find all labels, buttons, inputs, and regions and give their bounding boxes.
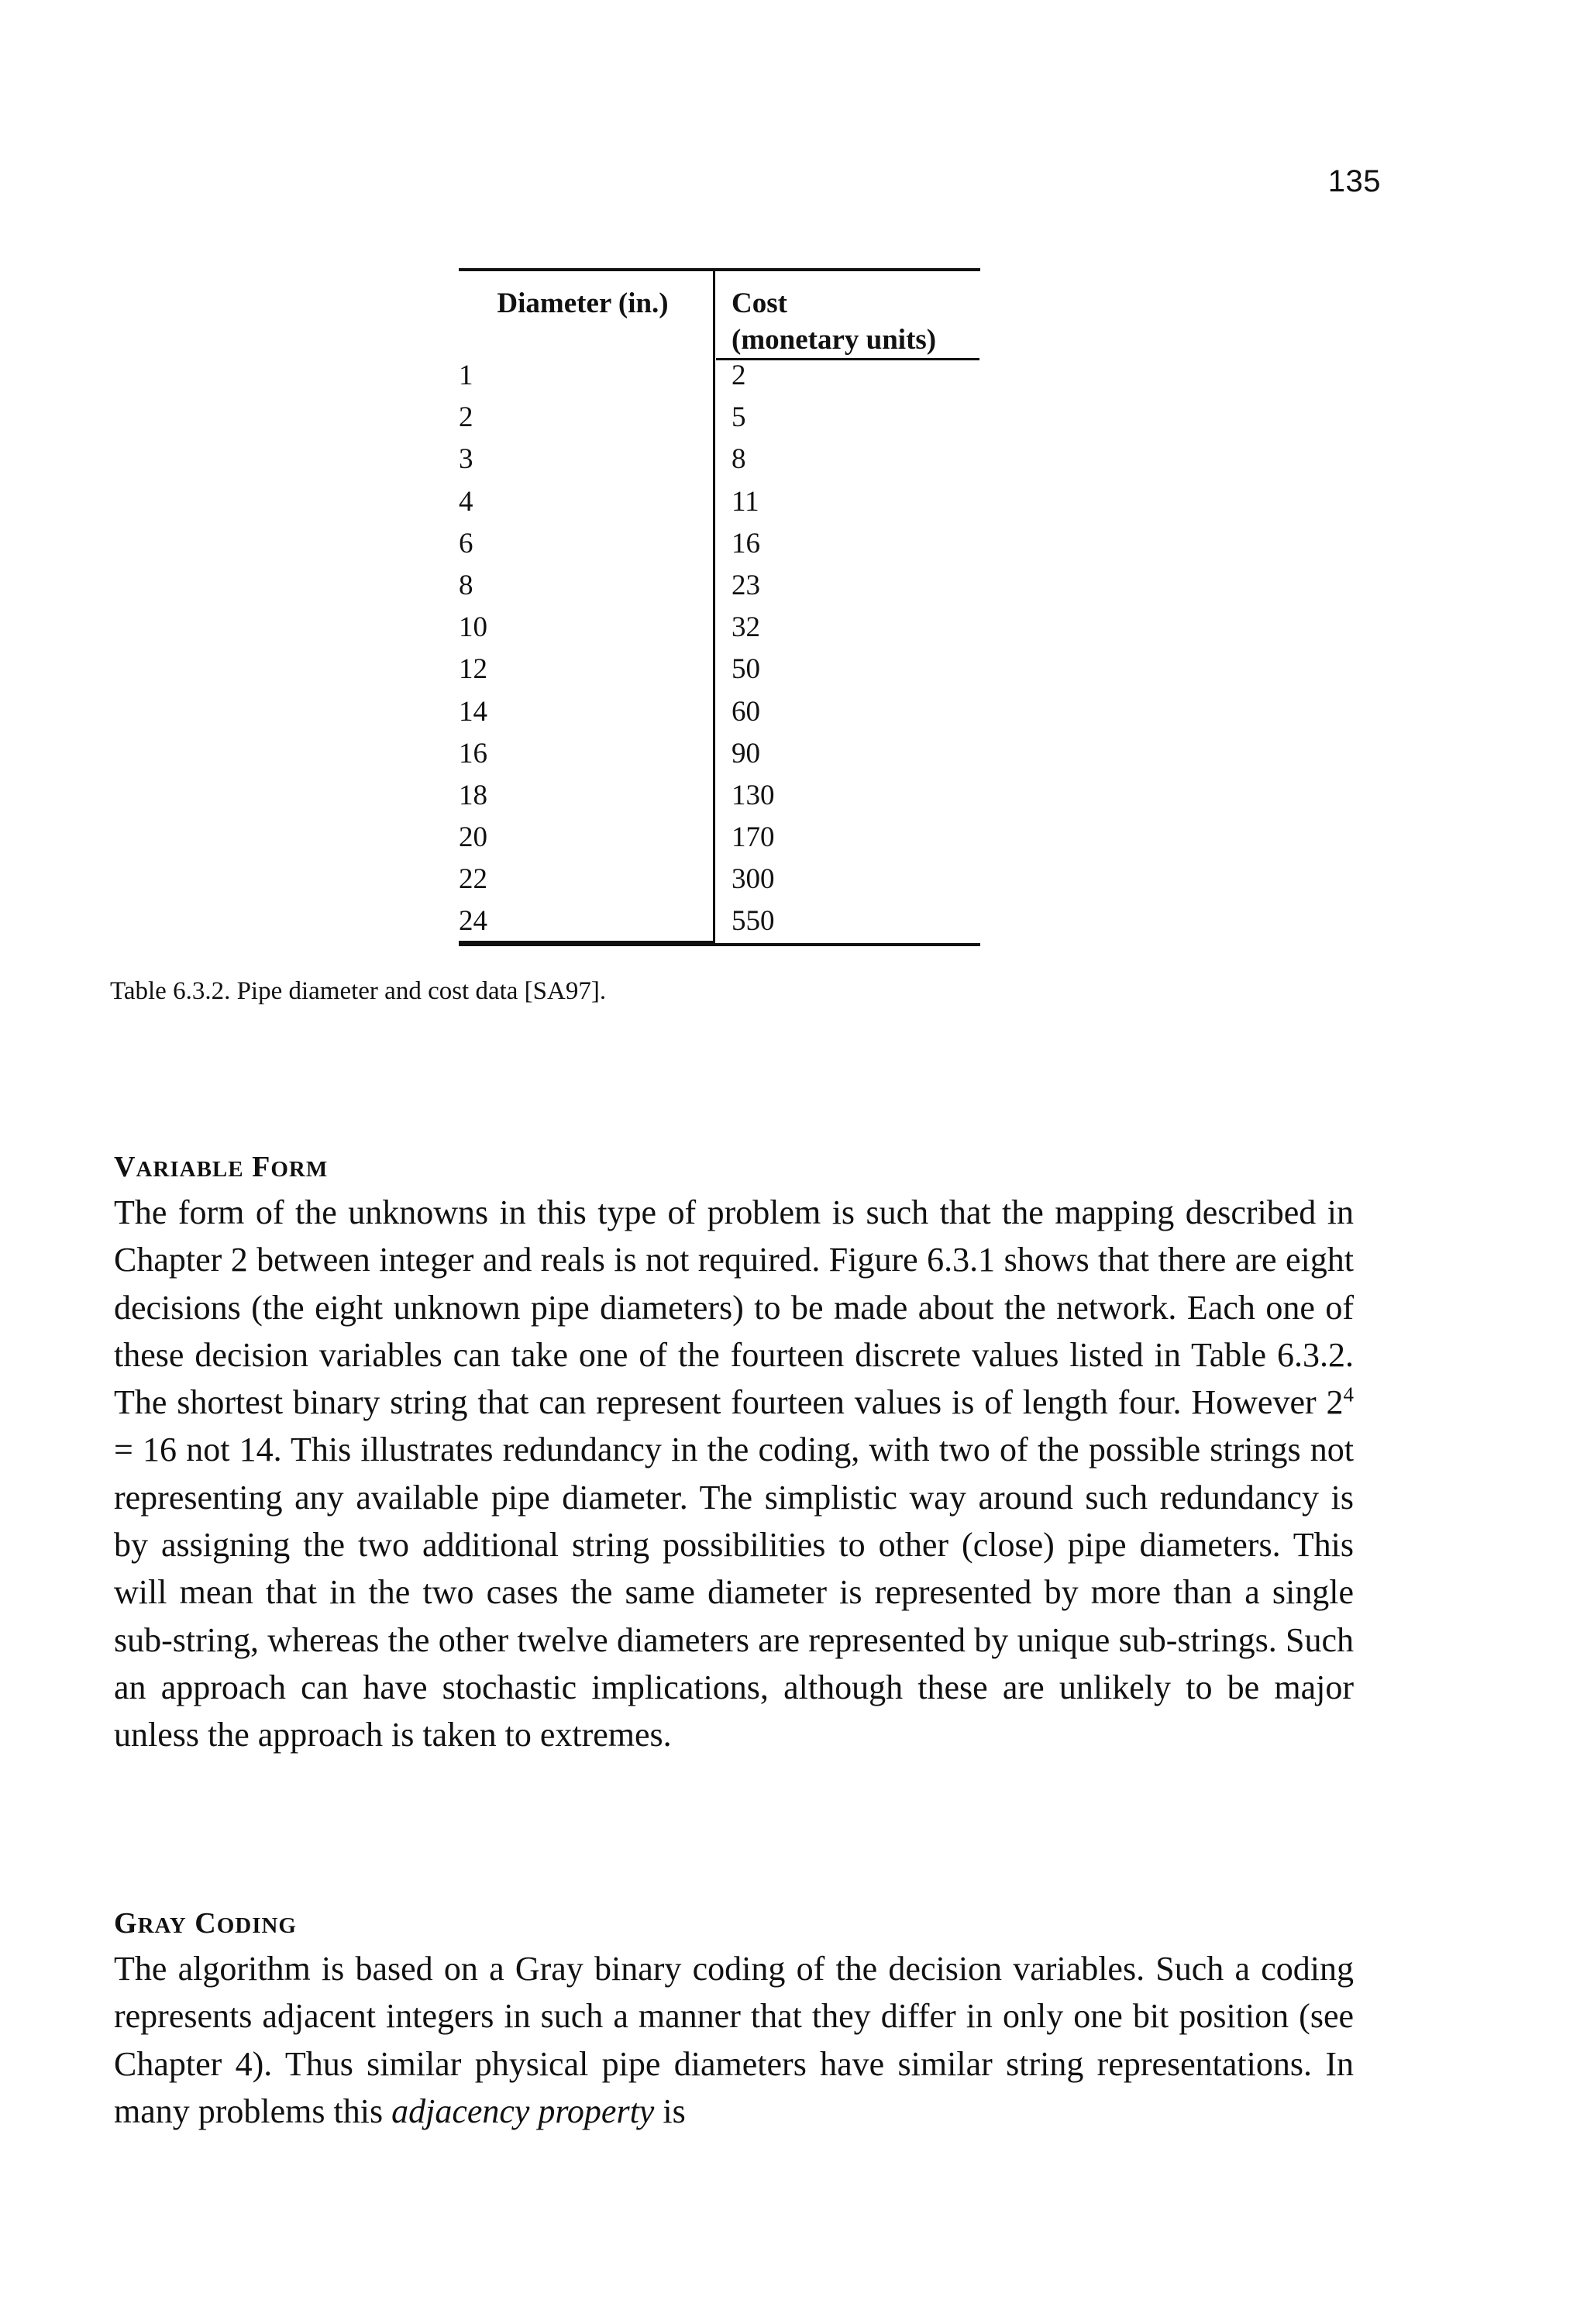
cost-cell: 60 (732, 695, 760, 728)
heading-initial: C (195, 1907, 217, 1940)
table-row (459, 859, 980, 900)
table-body (459, 355, 980, 943)
pipe-cost-table (459, 268, 980, 946)
cost-cell: 90 (732, 737, 760, 770)
cost-cell: 16 (732, 527, 760, 559)
table-row (459, 439, 980, 480)
variable-form-paragraph (114, 1189, 1354, 1759)
variable-form-section (114, 1150, 1354, 1759)
cost-cell: 550 (732, 905, 775, 938)
diameter-cell: 18 (459, 779, 487, 811)
diameter-cell: 2 (459, 401, 473, 434)
diameter-cell: 6 (459, 527, 473, 559)
table-row (459, 397, 980, 439)
cost-header-line2: (monetary units) (716, 322, 979, 360)
superscript: 4 (1343, 1382, 1354, 1406)
heading-initial: F (252, 1151, 271, 1183)
table-row (459, 355, 980, 397)
table-row (459, 775, 980, 817)
cost-cell: 23 (732, 569, 760, 601)
table-row (459, 817, 980, 859)
table-row (459, 565, 980, 607)
table-row (459, 523, 980, 565)
paragraph-text: The algorithm is based on a Gray binary coding of the decision variables. Such a coding represents adjacent integers in such a manner that they differ in only one bit position (see Chapter 4). Thus similar physical pipe diameters have similar string representations. In many problems this (114, 1950, 1354, 2130)
table-row (459, 481, 980, 523)
diameter-header: Diameter (in.) (497, 287, 669, 319)
paragraph-text: = 16 not 14. This illustrates redundancy in the coding, with two of the possible strings not representing any available pipe diameter. The simplistic way around such redundancy is by assigning the two additional string possibilities to other (close) pipe diameters. This will mean that in the two cases the same diameter is represented by more than a single sub-string, whereas the other twelve diameters are represented by unique sub-strings. Such an approach can have stochastic implications, although these are unlikely to be major unless the approach is taken to extremes. (114, 1431, 1354, 1754)
cost-header (732, 285, 979, 360)
diameter-cell: 3 (459, 443, 473, 476)
heading-initial: V (114, 1151, 136, 1183)
diameter-cell: 24 (459, 905, 487, 938)
heading-smallcaps: ORM (270, 1157, 329, 1182)
diameter-cell: 1 (459, 360, 473, 391)
cost-header-line1: Cost (732, 287, 787, 319)
heading-initial: G (114, 1907, 138, 1940)
cost-cell: 170 (732, 821, 775, 854)
cost-cell: 11 (732, 485, 759, 518)
table-caption: Table 6.3.2. Pipe diameter and cost data [SA97]. (110, 977, 607, 1005)
paragraph-text: The form of the unknowns in this type of problem is such that the mapping described in Chapter 2 between integer and reals is not required. Figure 6.3.1 shows that there are eight decisions (the eight unknown pipe diameters) to be made about the network. Each one of these decision variables can take one of the fourteen discrete values listed in Table 6.3.2. The shortest binary string that can represent fourteen values is of length four. However 2 (114, 1193, 1354, 1422)
cost-cell: 32 (732, 611, 760, 644)
diameter-cell: 14 (459, 695, 487, 728)
table-header-row (459, 271, 980, 355)
table-row (459, 691, 980, 733)
paragraph-text: is (654, 2092, 686, 2130)
gray-coding-heading (114, 1906, 1354, 1940)
table-row (459, 733, 980, 775)
row-underline (459, 941, 713, 943)
heading-smallcaps: RAY (137, 1913, 187, 1938)
cost-cell: 2 (732, 360, 746, 391)
cost-cell: 130 (732, 779, 775, 811)
heading-smallcaps: ODING (216, 1913, 297, 1938)
cost-cell: 5 (732, 401, 746, 434)
cost-cell: 8 (732, 443, 746, 476)
heading-smallcaps: ARIABLE (136, 1157, 244, 1182)
diameter-cell: 10 (459, 611, 487, 644)
diameter-cell: 12 (459, 653, 487, 686)
table-row (459, 900, 980, 942)
variable-form-heading (114, 1150, 1354, 1184)
gray-coding-section (114, 1906, 1354, 2135)
cost-cell: 300 (732, 863, 775, 896)
table-row (459, 607, 980, 649)
diameter-cell: 22 (459, 863, 487, 896)
gray-coding-paragraph (114, 1945, 1354, 2135)
table-row (459, 649, 980, 690)
cost-cell: 50 (732, 653, 760, 686)
diameter-cell: 4 (459, 485, 473, 518)
diameter-cell: 8 (459, 569, 473, 601)
page-number: 135 (1327, 164, 1381, 198)
diameter-cell: 20 (459, 821, 487, 854)
emphasized-term: adjacency property (391, 2092, 655, 2130)
diameter-cell: 16 (459, 737, 487, 770)
